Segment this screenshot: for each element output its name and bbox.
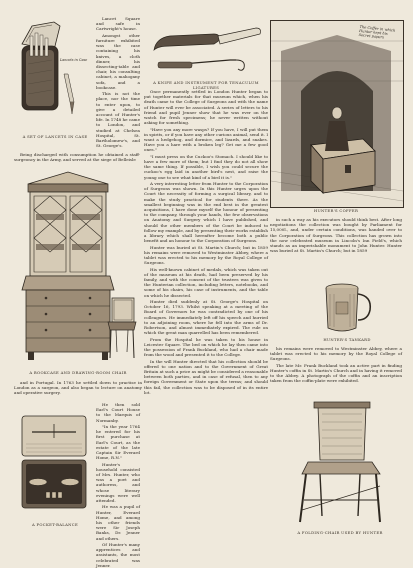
figure-pocket-balance [16,408,94,518]
caption-bookcase: A BOOKCASE AND DRAWING-ROOM CHAIR [29,370,127,375]
bookcase-below-text [14,380,142,397]
tankard-illustration [318,280,376,336]
lancet-case-illustration [14,14,96,132]
pocket-balance-illustration [16,408,94,518]
paragraph: Amongst other furniture exhibited was the case containing his knives, a cloth dinner, his dissecting-table and chair, his consulting cabinet, a mahogany sofa, and a bookcase. [96,32,140,90]
caption-tankard: HUNTER'S TANKARD [323,337,371,342]
paragraph: In the will Hunter directed that his collection should be offered to one nation and to the Government of Great Britain at such a price as might be considered a reasonable between both parties, and in case of refusal, then to any foreign Government or State upon the terms; and should this fail, the collection was to be disposed of in its entire lot. [144,358,268,395]
paragraph: Lancet Square and safe in Cartwright's house. [96,16,140,32]
figure-tankard [318,280,376,336]
bookcase-illustration [16,170,140,368]
paragraph: in such a way as his executors should think best. After long negotiations the collection was bought by Parliament for 15,000l., and, under certain conditions, was handed over to the Corporation of Surgeons. This collection has grown into the now celebrated museum in Lincoln's Inn Field's, which stands as an imperishable monument to John Hunter. Hunter was buried at St. Martin's Church; but in 1859 [270,217,402,254]
paragraph: his remains were removed to Westminster Abbey, where a tablet was erected to his memory by the Royal College of Surgeons. [270,346,402,362]
folding-chair-illustration [290,400,390,528]
middle-column-text [144,89,268,539]
right-column-text-mid [270,346,402,385]
paragraph: "I must press on the Cuckoo's Stomach. I should like to have a few more of them; but I find they do not all show the same thing. If possible, I wish you could secure the cuckoo's egg laid in another bird's nest, and raise the young one to see what kind of a bird it is." [144,153,268,180]
paragraph: Of Hunter's many apprentices and assistants, the most celebrated was Jenner. [96,542,140,568]
caption-knife: A KNIFE AND INSTRUMENT FOR TENACULUM LIGATURES [153,80,259,90]
balance-side-text [96,402,140,568]
caption-balance: A POCKET-BALANCE [31,522,79,527]
lancet-inline-label: Lancets in Case [60,58,88,62]
caption-coffer: HUNTER'S COFFER [313,208,359,213]
coffer-inline-label: The Coffer in which Hunter kept his Secret papers [358,24,396,40]
paragraph: Hunter was buried at St. Martin's Church; but in 1859 his remains were removed to Westminster Abbey, where a tablet was erected to his memory by the Royal College of Surgeons. [144,244,268,266]
lancet-side-text [96,16,140,150]
paragraph: From the Hospital he was taken to his house in Leicester Square. The bed on which he lay then came into the possession of Frank Buckland, who had a chair made from the wood and presented it to the College. [144,336,268,358]
paragraph: "Have you any more wasps? If you have, I will put them in spirits, or if you have any other curious animal, send it. I want a hedgehog, and dormice, and lizards, and snakes. Have you a hare with a broken leg? Get me a few good ones." [144,126,268,153]
paragraph: His well-known cabinet of medals, which was taken out of the museum at his death, had been preserved by his family, and with the consent of the trustees was given to the Hunterian collection, including letters, notebooks, and some of his chairs, his case of instruments, and the table on which he dissected. [144,266,268,298]
paragraph: and in Portugal. In 1763 he settled down to practise in London as a surgeon, and also began to lecture on anatomy and operative surgery. [14,380,142,396]
right-column-text-top [270,217,402,255]
paragraph: Being discharged with consumption he obtained a staff-surgeoncy in the Army, and served at the siege of Belleisle [14,152,140,163]
caption-chair: A FOLDING-CHAIR USED BY HUNTER [297,530,383,535]
paragraph: This is not the place, nor the time to enter upon, to give a detailed account of Hunter's life. In 1748 he came to London, and studied at Chelsea Hospital, St. Bartholomew's, and St. George's. [96,91,140,149]
caption-lancets: A SET OF LANCETS IN CASE [22,134,88,139]
paragraph: He then sold Earl's Court House to the Marquis of Normanby. [96,402,140,423]
coffer-illustration [271,21,403,207]
paragraph: "In the year 1764 he entered for his first purchase at Earl's Court, as the estate of the late Captain Sir Everard Home, R.N." [96,424,140,461]
figure-bookcase [16,170,140,368]
figure-knife [144,22,268,78]
paragraph: A very interesting letter from Hunter to the Corporation of Surgeons was shown. In this Hunter urges upon the Court the necessity of forming a surgical library, and to make the study practical for students there. As the smallest beginning was in the end best in the greatest acquisitions, I have done myself the honour of presenting to the company, through your hands, the few observations on Anatomy and Surgery which I have published, and should the other members of the Court be induced to follow my example, and by presenting their works establish a library which shall hereafter become both a public benefit and an honour to the Corporation of Surgeons. [144,181,268,244]
lancet-below-text [14,152,140,164]
paragraph: Hunter's household consisted of Mrs. Hunter, who was a poet and authoress, and whose literary evenings were well attended. [96,461,140,504]
paragraph: The late Mr. Frank Buckland took an active part in finding Hunter's coffin in St. Martin's Church and in having it removed to the Abbey. A photograph of the coffin and an inscription taken from the coffin-plate were exhibited. [270,362,402,384]
paragraph: He was a pupil of Hunter, Everard Home, and among his other friends were Sir Joseph Banks, Dr. Jenner and others. [96,504,140,541]
figure-coffer [270,20,404,208]
figure-lancet-case [14,14,96,132]
knife-illustration [144,22,268,78]
figure-folding-chair [290,400,390,528]
paragraph: Hunter died suddenly at St. George's Hospital on October 16, 1793. Whilst speaking at a meeting of the Board of Governors he was contradicted by one of his colleagues. He immediately left off his speech and hurried to an adjoining room, where he fell into the arms of Dr. Robertson, and almost immediately expired. The rule on which the great man quarrelled has been remembered. [144,299,268,336]
paragraph: Once permanently settled in London Hunter began to put together materials for that museum which, when his death came to the College of Surgeons and with the name of Hunter will ever be associated. A series of letters to his friend and pupil Jenner show that he was ever on the watch for fresh specimens; he never written without asking for something. [144,89,268,126]
